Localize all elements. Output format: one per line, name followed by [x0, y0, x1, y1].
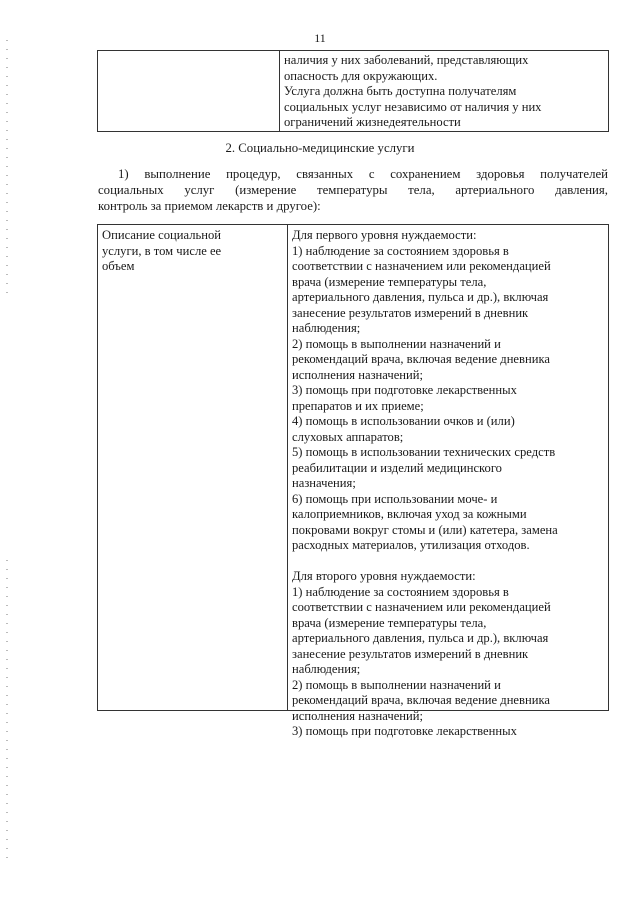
text-line: врача (измерение температуры тела, [292, 615, 487, 630]
table-cell-description [280, 51, 609, 132]
text-line: рекомендаций врача, включая ведение дневника [292, 352, 550, 366]
section-heading: 2. Социально-медицинские услуги [225, 141, 415, 155]
text-line: расходных материалов, утилизация отходов. [292, 538, 530, 552]
paragraph-gap [292, 554, 605, 570]
text-line: 5) помощь в использовании технических средств [292, 445, 556, 459]
page-number: 11 [314, 31, 326, 45]
table-row [98, 225, 609, 711]
text-line: 3) помощь при подготовке лекарственных [292, 383, 517, 397]
text-line: наблюдения; [292, 321, 361, 335]
scan-margin-artifact [6, 40, 8, 300]
text-line: опасность для окружающих. [284, 68, 438, 83]
table-cell-description [288, 225, 609, 738]
text-line: соответствии с назначением или рекомендацией [292, 259, 551, 273]
text-line: Услуга должна быть доступна получателям [284, 84, 517, 98]
text-line: объем [102, 259, 135, 273]
intro-line: 1) выполнение процедур, связанных с сохранением здоровья получателей [118, 167, 608, 181]
text-line: Описание социальной [102, 228, 221, 242]
text-line: покровами вокруг стомы и (или) катетера, замена [292, 522, 558, 537]
text-line: калоприемников, включая уход за кожными [292, 507, 527, 521]
intro-line: контроль за приемом лекарств и другое): [98, 199, 321, 213]
text-line: 2) помощь в выполнении назначений и [292, 336, 501, 351]
table-cell-empty [98, 51, 280, 132]
intro-paragraph [98, 166, 608, 214]
text-line: 1) наблюдение за состоянием здоровья в [292, 584, 509, 599]
service-description [292, 228, 605, 738]
text-line: соответствии с назначением или рекомендацией [292, 600, 551, 614]
text-line: артериального давления, пульса и др.), включая [292, 631, 549, 645]
text-line: 6) помощь при использовании моче- и [292, 491, 498, 506]
text-line: социальных услуг независимо от наличия у них [284, 99, 542, 114]
text-line: ограничений жизнедеятельности [284, 115, 461, 129]
text-line: артериального давления, пульса и др.), включая [292, 290, 549, 304]
text-line: занесение результатов измерений в дневник [292, 305, 529, 320]
table-cell-label [98, 225, 288, 711]
text-line: 4) помощь в использовании очков и (или) [292, 414, 515, 428]
text-line: реабилитации и изделий медицинского [292, 460, 502, 475]
text-line: 2) помощь в выполнении назначений и [292, 677, 501, 692]
scan-margin-artifact [6, 560, 8, 860]
text-line: Для первого уровня нуждаемости: [292, 228, 477, 242]
text-line: 3) помощь при подготовке лекарственных [292, 724, 517, 738]
text-line: врача (измерение температуры тела, [292, 274, 487, 289]
level-1-block [292, 228, 605, 554]
text-line: исполнения назначений; [292, 708, 424, 723]
intro-line: социальных услуг (измерение температуры тела, артериального давления, [98, 183, 608, 197]
text-line: рекомендаций врача, включая ведение дневника [292, 693, 550, 707]
text-line: Для второго уровня нуждаемости: [292, 569, 476, 583]
text-line: исполнения назначений; [292, 367, 424, 382]
continued-table [97, 50, 609, 132]
text-line: услуги, в том числе ее [102, 243, 222, 258]
text-line: наличия у них заболеваний, представляющих [284, 53, 529, 67]
text-line: назначения; [292, 476, 356, 490]
text-line: препаратов и их приеме; [292, 398, 424, 413]
table-row [98, 51, 609, 132]
text-line: занесение результатов измерений в дневник [292, 646, 529, 661]
text-line: 1) наблюдение за состоянием здоровья в [292, 243, 509, 258]
level-2-block [292, 569, 605, 740]
service-table [97, 224, 609, 738]
text-line: слуховых аппаратов; [292, 429, 404, 444]
text-line: наблюдения; [292, 662, 361, 676]
